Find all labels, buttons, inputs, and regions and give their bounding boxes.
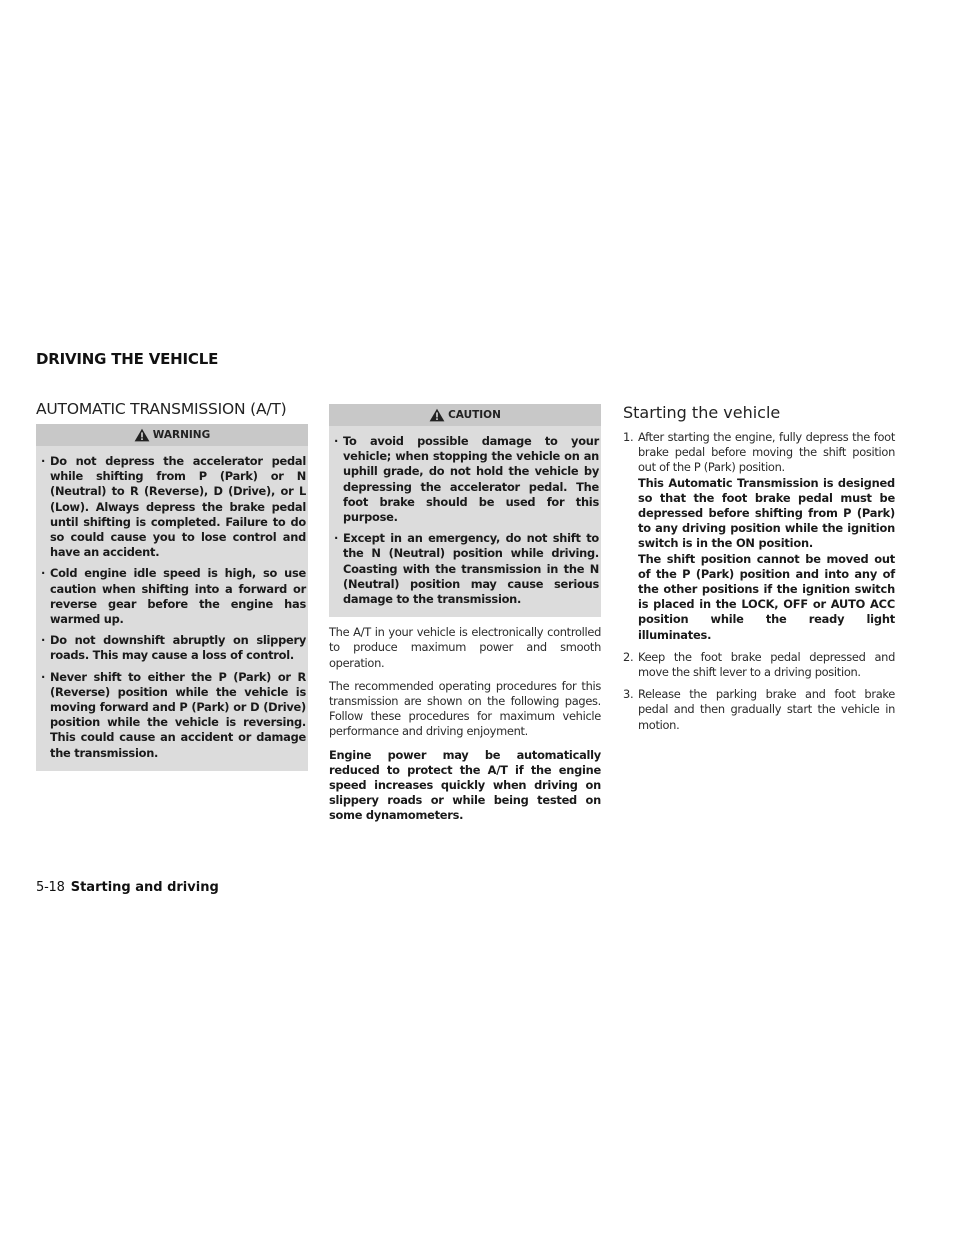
step-item: 1. After starting the engine, fully depress the foot brake pedal before moving the shift position out of the P (Park) position. This Automatic Transmission is designed so that the foot brake pedal must be depressed before shifting from P (Park) to any driving position while the ignition switch is in the ON position. The shift position cannot be moved out of the P (Park) position and into any of the other positions if the ignition switch is placed in the LOCK, OFF or AUTO ACC position while the ready light illuminates. bbox=[623, 430, 895, 642]
section-heading: AUTOMATIC TRANSMISSION (A/T) bbox=[36, 400, 287, 418]
warning-box bbox=[36, 424, 308, 771]
subsection-heading: Starting the vehicle bbox=[623, 403, 781, 422]
warning-item: · Never shift to either the P (Park) or R (Reverse) position while the vehicle is moving forward and P (Park) or D (Drive) position while the vehicle is reversing. This could cause an accident or damage the transmission. bbox=[40, 669, 306, 760]
caution-title: CAUTION bbox=[448, 409, 501, 421]
step-item: 3. Release the parking brake and foot brake pedal and then gradually start the vehicle in motion. bbox=[623, 687, 895, 732]
column-1 bbox=[36, 400, 308, 771]
warning-title: WARNING bbox=[152, 429, 211, 441]
page-number: 5-18 bbox=[36, 880, 65, 895]
warning-triangle-icon bbox=[429, 408, 445, 422]
caution-item: · Except in an emergency, do not shift to the N (Neutral) position while driving. Coasting with the transmission in the N (Neutral) position may cause serious damage to the transmission. bbox=[333, 531, 599, 607]
body-paragraph: The recommended operating procedures for this transmission are shown on the following pages. Follow these procedures for maximum vehicle performance and driving enjoyment. bbox=[329, 678, 601, 739]
column-3 bbox=[623, 400, 895, 740]
column-2 bbox=[329, 400, 601, 832]
caution-box bbox=[329, 404, 601, 617]
body-paragraph: The A/T in your vehicle is electronically controlled to produce maximum power and smooth operation. bbox=[329, 625, 601, 670]
step-item: 2. Keep the foot brake pedal depressed and move the shift lever to a driving position. bbox=[623, 649, 895, 680]
page-footer bbox=[36, 880, 219, 895]
section-header: DRIVING THE VEHICLE bbox=[36, 350, 219, 368]
warning-item: · Do not downshift abruptly on slippery roads. This may cause a loss of control. bbox=[40, 633, 306, 663]
caution-item: · To avoid possible damage to your vehicle; when stopping the vehicle on an uphill grade, do not hold the vehicle by depressing the accelerator pedal. The foot brake should be used for this purpose. bbox=[333, 434, 599, 525]
chapter-title: Starting and driving bbox=[70, 880, 219, 895]
body-paragraph-bold: Engine power may be automatically reduced to protect the A/T if the engine speed increases quickly when driving on slippery roads or while being tested on some dynamometers. bbox=[329, 747, 601, 823]
warning-item: · Cold engine idle speed is high, so use caution when shifting into a forward or reverse gear before the engine has warmed up. bbox=[40, 566, 306, 627]
warning-item: · Do not depress the accelerator pedal while shifting from P (Park) or N (Neutral) to R (Reverse), D (Drive), or L (Low). Always depress the brake pedal until shifting is completed. Failure to do so could cause you to lose control and have an accident. bbox=[40, 454, 306, 560]
warning-title-bar bbox=[36, 424, 308, 446]
warning-triangle-icon bbox=[134, 428, 150, 442]
caution-title-bar bbox=[329, 404, 601, 426]
